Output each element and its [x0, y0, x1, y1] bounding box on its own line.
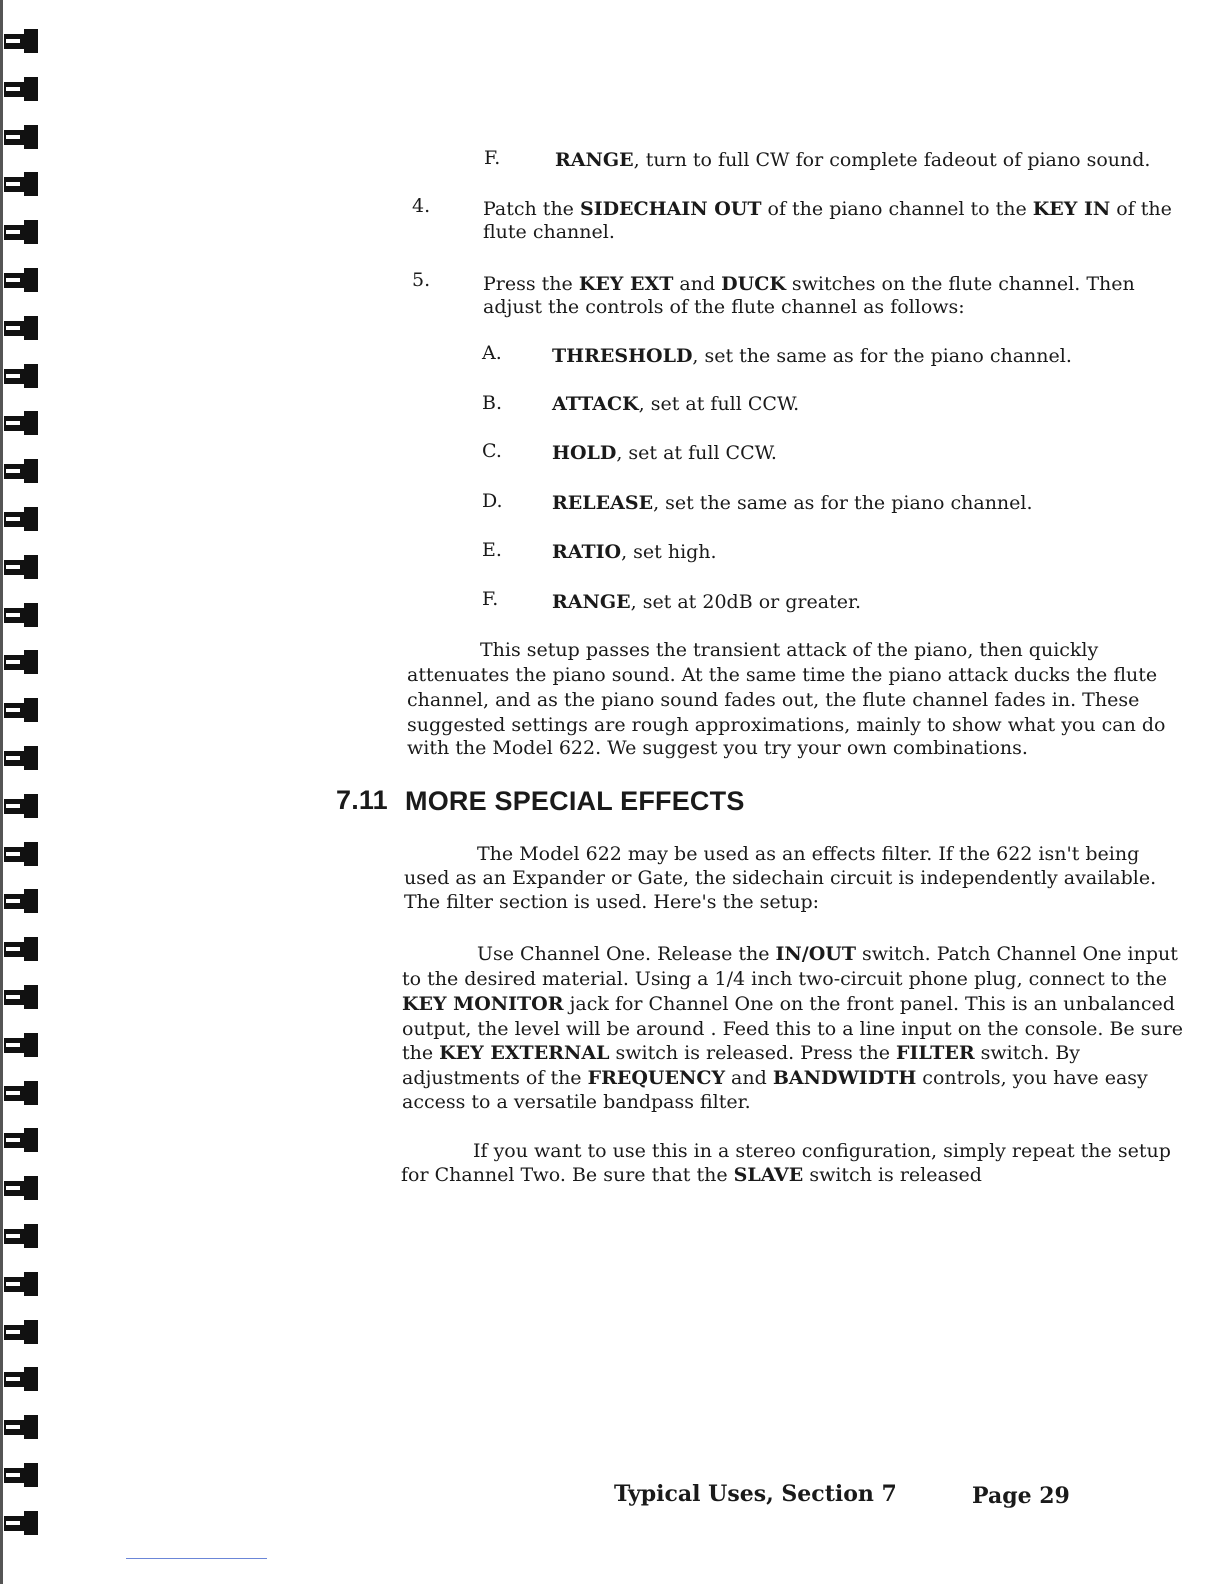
binding-coil — [4, 177, 34, 192]
term: FREQUENCY — [587, 1067, 726, 1089]
binding-coil — [4, 1372, 34, 1387]
binding-coil — [4, 560, 34, 575]
binding-coil — [4, 990, 34, 1005]
term: IN/OUT — [775, 943, 856, 965]
item-letter: A. — [482, 342, 502, 364]
binding-coil — [4, 273, 34, 288]
term: RELEASE — [552, 492, 654, 514]
item-letter: F. — [484, 147, 501, 169]
binding-edge — [0, 0, 3, 1584]
item-letter: D. — [482, 490, 503, 512]
item-letter: E. — [482, 539, 502, 561]
term: KEY EXTERNAL — [439, 1042, 610, 1064]
list-item-text: RANGE, set at 20dB or greater. — [552, 591, 861, 613]
paragraph-line: output, the level will be around . Feed this to a line input on the console. Be sure — [402, 1018, 1184, 1040]
term: SIDECHAIN OUT — [579, 198, 762, 220]
binding-coil — [4, 369, 34, 384]
paragraph-line: KEY MONITOR jack for Channel One on the front panel. This is an unbalanced — [402, 993, 1175, 1015]
term: THRESHOLD — [552, 345, 693, 367]
list-item-text — [555, 148, 1150, 172]
paragraph-line: The filter section is used. Here's the setup: — [404, 891, 820, 913]
paragraph-line: with the Model 622. We suggest you try your own combinations. — [407, 737, 1028, 759]
paragraph-line: for Channel Two. Be sure that the SLAVE switch is released — [401, 1164, 982, 1186]
section-title: MORE SPECIAL EFFECTS — [405, 786, 745, 816]
binding-coil — [4, 703, 34, 718]
step-line: adjust the controls of the flute channel as follows: — [483, 296, 965, 318]
paragraph-line: the KEY EXTERNAL switch is released. Press the FILTER switch. By — [402, 1042, 1081, 1064]
paragraph-line: used as an Expander or Gate, the sidechain circuit is independently available. — [404, 867, 1157, 889]
step-line: Press the KEY EXT and DUCK switches on the flute channel. Then — [483, 273, 1135, 295]
binding-coil — [4, 464, 34, 479]
paragraph-line: The Model 622 may be used as an effects filter. If the 622 isn't being — [477, 843, 1140, 865]
list-item-text: RELEASE, set the same as for the piano channel. — [552, 492, 1033, 514]
term: KEY IN — [1032, 198, 1111, 220]
item-letter: F. — [482, 588, 499, 610]
binding-coil — [4, 894, 34, 909]
paragraph-line: adjustments of the FREQUENCY and BANDWIDTH controls, you have easy — [402, 1067, 1148, 1089]
binding-coil — [4, 512, 34, 527]
binding-coil — [4, 321, 34, 336]
term: KEY MONITOR — [402, 993, 564, 1015]
binding-coil — [4, 1468, 34, 1483]
paragraph-line: If you want to use this in a stereo configuration, simply repeat the setup — [473, 1140, 1171, 1162]
term: SLAVE — [733, 1164, 804, 1186]
term: DUCK — [721, 273, 786, 295]
binding-coil — [4, 1516, 34, 1531]
binding-coil — [4, 1325, 34, 1340]
footer-rule — [126, 1558, 267, 1559]
spiral-binding — [0, 0, 40, 1584]
binding-coil — [4, 1133, 34, 1148]
binding-coil — [4, 1277, 34, 1292]
paragraph-line: suggested settings are rough approximations, mainly to show what you can do — [407, 714, 1166, 736]
step-line: Patch the SIDECHAIN OUT of the piano channel to the KEY IN of the — [483, 198, 1172, 220]
binding-coil — [4, 751, 34, 766]
term: RATIO — [552, 541, 622, 563]
term: RANGE — [552, 591, 631, 613]
term: RANGE — [555, 149, 634, 171]
section-number: 7.11 — [336, 785, 388, 815]
list-item-text: HOLD, set at full CCW. — [552, 442, 777, 464]
term: ATTACK — [552, 393, 639, 415]
binding-coil — [4, 225, 34, 240]
binding-coil — [4, 799, 34, 814]
term: BANDWIDTH — [772, 1067, 917, 1089]
binding-coil — [4, 416, 34, 431]
step-number: 4. — [412, 195, 431, 217]
binding-coil — [4, 1229, 34, 1244]
list-item-text: RATIO, set high. — [552, 541, 717, 563]
binding-coil — [4, 847, 34, 862]
paragraph-line: channel, and as the piano sound fades out, the flute channel fades in. These — [407, 689, 1140, 711]
footer-section: Typical Uses, Section 7 — [614, 1481, 897, 1507]
term: KEY EXT — [578, 273, 674, 295]
paragraph-line: Use Channel One. Release the IN/OUT switch. Patch Channel One input — [477, 943, 1178, 965]
binding-coil — [4, 608, 34, 623]
binding-coil — [4, 655, 34, 670]
binding-coil — [4, 1181, 34, 1196]
term: HOLD — [552, 442, 617, 464]
step-line: flute channel. — [483, 221, 615, 243]
list-item-text: ATTACK, set at full CCW. — [552, 393, 800, 415]
item-letter: B. — [482, 392, 503, 414]
paragraph-line: access to a versatile bandpass filter. — [402, 1091, 751, 1113]
binding-coil — [4, 34, 34, 49]
list-item-text: THRESHOLD, set the same as for the piano channel. — [552, 345, 1072, 367]
binding-coil — [4, 942, 34, 957]
binding-coil — [4, 1086, 34, 1101]
paragraph-line: This setup passes the transient attack of the piano, then quickly — [480, 639, 1099, 661]
binding-coil — [4, 1420, 34, 1435]
paragraph-line: to the desired material. Using a 1/4 inch two-circuit phone plug, connect to the — [402, 968, 1168, 990]
term: FILTER — [896, 1042, 975, 1064]
item-desc: , turn to full CW for complete fadeout of piano sound. — [633, 149, 1151, 171]
binding-coil — [4, 1038, 34, 1053]
paragraph-line: attenuates the piano sound. At the same time the piano attack ducks the flute — [407, 664, 1158, 686]
page-number: Page 29 — [972, 1483, 1070, 1509]
step-number: 5. — [412, 269, 431, 291]
binding-coil — [4, 130, 34, 145]
item-letter: C. — [482, 440, 502, 462]
binding-coil — [4, 82, 34, 97]
